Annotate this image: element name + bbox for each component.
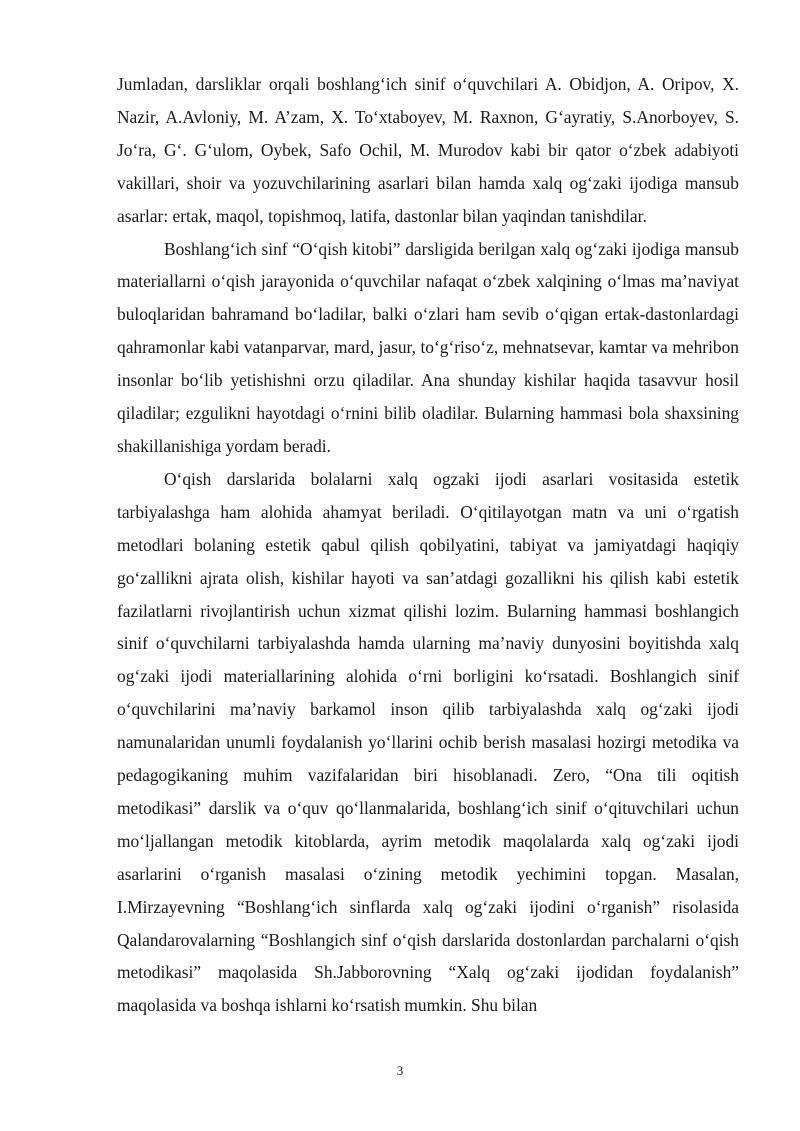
paragraph-aesthetic-education: O‘qish darslarida bolalarni xalq ogzaki ijodi asarlari vositasida estetik tarbiyalashga ham alohida ahamyat beriladi. O‘qitilayotgan matn va uni o‘rgatish metodlari bolaning estetik qabul qilish qobilyatini, tabiyat va jamiyatdagi haqiqiy go‘zallikni ajrata olish, kishilar hayoti va san’atdagi gozallikni his qilish kabi estetik fazilatlarni rivojlantirish uchun xizmat qilishi lozim. Bularning hammasi boshlangich sinif o‘quvchilarni tarbiyalashda hamda ularning ma’naviy dunyosini boyitishda xalq og‘zaki ijodi materiallarining alohida o‘rni borligini ko‘rsatadi. Boshlangich sinif o‘quvchilarini ma’naviy barkamol inson qilib tarbiyalashda xalq og‘zaki ijodi namunalaridan unumli foydalanish yo‘llarini ochib berish masalasi hozirgi metodika va pedagogikaning muhim vazifalaridan biri hisoblanadi. Zero, “Ona tili oqitish metodikasi” darslik va o‘quv qo‘llanmalarida, boshlang‘ich sinif o‘qituvchilari uchun mo‘ljallangan metodik kitoblarda, ayrim metodik maqolalarda xalq og‘zaki ijodi asarlarini o‘rganish masalasi o‘zining metodik yechimini topgan. Masalan, I.Mirzayevning “Boshlang‘ich sinflarda xalq og‘zaki ijodini o‘rganish” risolasida Qalandarovalarning “Boshlangich sinf o‘qish darslarida dostonlardan parchalarni o‘qish metodikasi” maqolasida Sh.Jabborovning “Xalq og‘zaki ijodidan foydalanish” maqolasida va boshqa ishlarni ko‘rsatish mumkin. Shu bilan [117,468,739,1016]
paragraph-reading-book: Boshlang‘ich sinf “O‘qish kitobi” darsligida berilgan xalq og‘zaki ijodiga mansub materiallarni o‘qish jarayonida o‘quvchilar nafaqat o‘zbek xalqining o‘lmas ma’naviyat buloqlaridan bahramand bo‘ladilar, balki o‘zlari ham sevib o‘qigan ertak-dastonlardagi qahramonlar kabi vatanparvar, mard, jasur, to‘g‘riso‘z, mehnatsevar, kamtar va mehribon insonlar bo‘lib yetishishni orzu qiladilar. Ana shunday kishilar haqida tasavvur hosil qiladilar; ezgulikni hayotdagi o‘rnini bilib oladilar. Bularning hammasi bola shaxsining shakillanishiga yordam beradi. [117,238,739,456]
paragraph-continuation: Jumladan, darsliklar orqali boshlang‘ich sinif o‘quvchilari A. Obidjon, A. Oripov, X. Nazir, A.Avloniy, M. A’zam, X. To‘xtaboyev, M. Raxnon, G‘ayratiy, S.Anorboyev, S. Jo‘ra, G‘. G‘ulom, Oybek, Safo Ochil, M. Murodov kabi bir qator o‘zbek adabiyoti vakillari, shoir va yozuvchilarining asarlari bilan hamda xalq og‘zaki ijodiga mansub asarlar: ertak, maqol, topishmoq, latifa, dastonlar bilan yaqindan tanishdilar. [117,74,739,226]
body-text [117,68,739,1022]
page-number: 3 [396,1063,404,1078]
